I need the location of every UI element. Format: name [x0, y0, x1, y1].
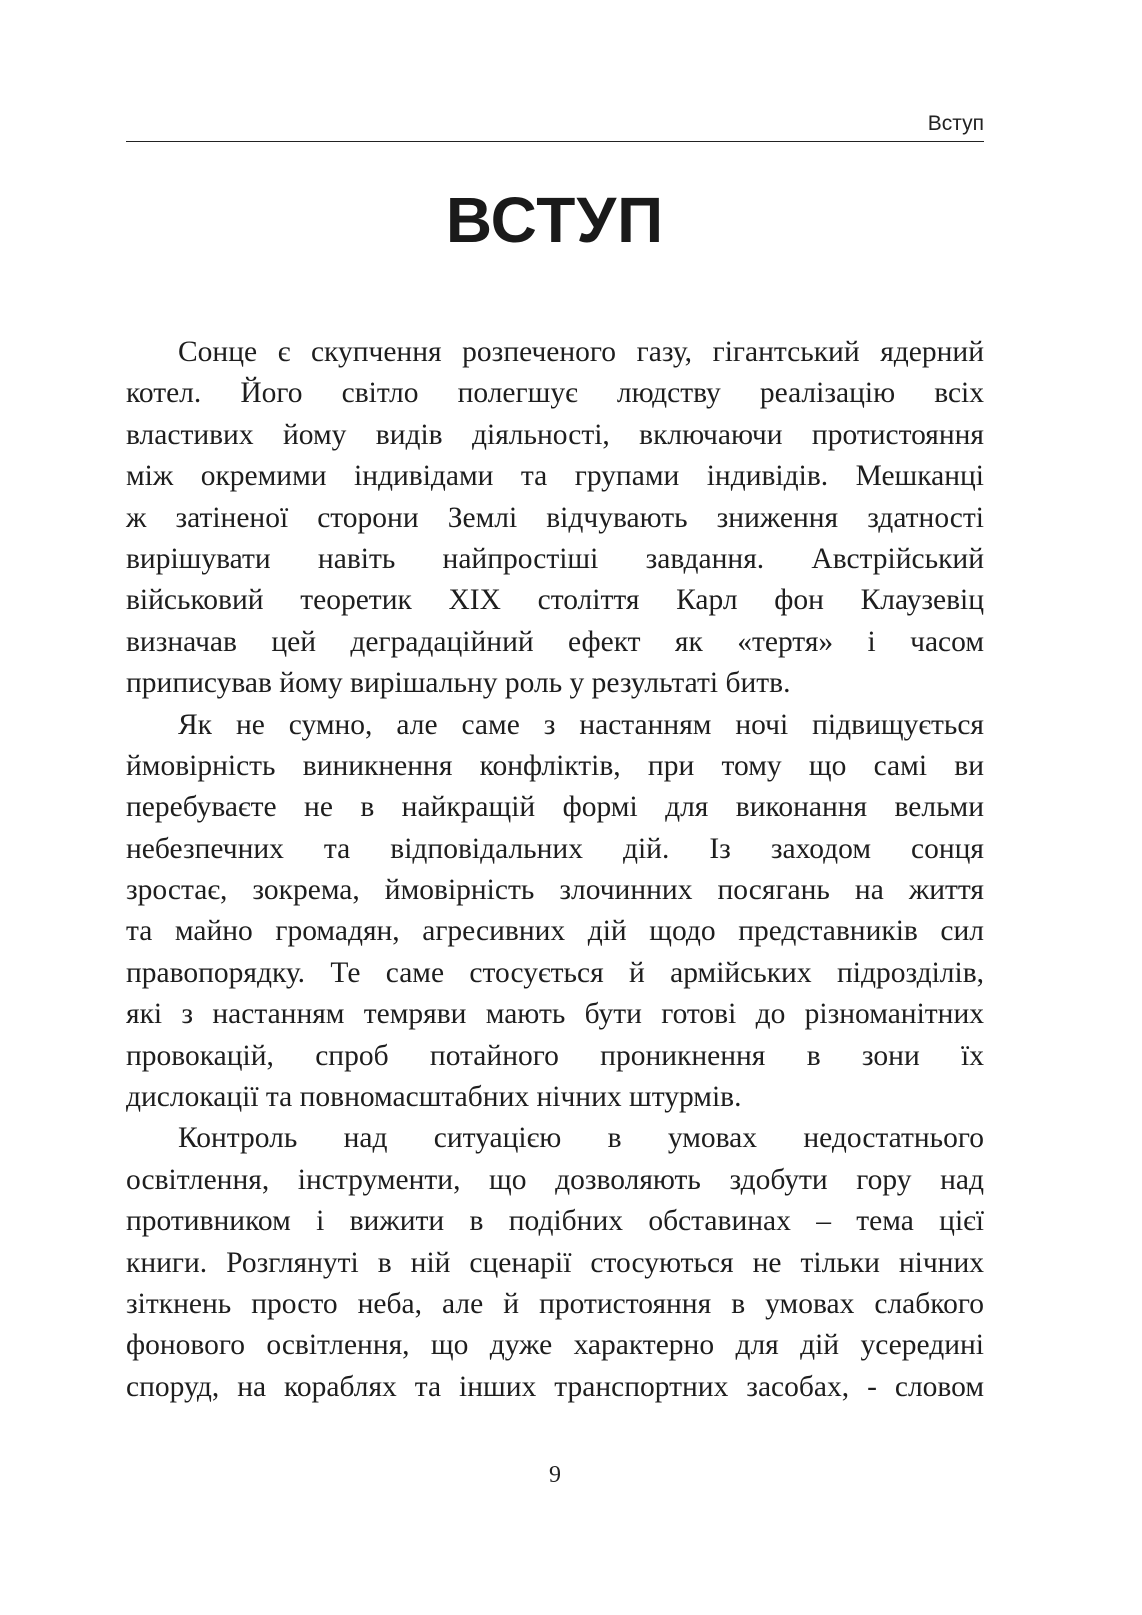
text-line: Як не сумно, але саме з настанням ночі підвищується	[178, 708, 984, 741]
text-line: військовий теоретик XIX століття Карл фон Клаузевіц	[126, 584, 984, 617]
text-line: противником і вижити в подібних обставинах – тема цієї	[126, 1205, 984, 1238]
text-line: небезпечних та відповідальних дій. Із заходом сонця	[126, 832, 984, 865]
text-line: провокацій, спроб потайного проникнення в зони їх	[126, 1039, 984, 1072]
text-line: приписував йому вирішальну роль у результаті битв.	[126, 667, 791, 700]
paragraph-3	[126, 1118, 984, 1408]
text-line: які з настанням темряви мають бути готові до різноманітних	[126, 998, 984, 1031]
text-line: книги. Розглянуті в ній сценарії стосуються не тільки нічних	[126, 1246, 984, 1279]
text-line: зростає, зокрема, ймовірність злочинних посягань на життя	[126, 874, 984, 907]
text-line: між окремими індивідами та групами індивідів. Мешканці	[126, 460, 984, 493]
body-text	[126, 332, 984, 1408]
text-line: вирішувати навіть найпростіші завдання. Австрійський	[126, 542, 984, 575]
chapter-title: ВСТУП	[445, 184, 665, 256]
running-header: Вступ	[927, 112, 984, 135]
text-line: правопорядку. Те саме стосується й армійських підрозділів,	[126, 956, 984, 989]
page-number: 9	[549, 1462, 561, 1488]
text-line: Контроль над ситуацією в умовах недостатнього	[178, 1122, 984, 1155]
text-line: ймовірність виникнення конфліктів, при тому що самі ви	[126, 749, 984, 782]
text-line: властивих йому видів діяльності, включаючи протистояння	[126, 418, 984, 451]
text-line: освітлення, інструменти, що дозволяють здобути гору над	[126, 1163, 984, 1196]
text-line: дислокації та повномасштабних нічних штурмів.	[126, 1081, 742, 1114]
paragraph-1	[126, 332, 984, 705]
header-rule	[126, 141, 984, 142]
text-line: перебуваєте не в найкращій формі для виконання вельми	[126, 791, 984, 824]
text-line: ж затіненої сторони Землі відчувають зниження здатності	[126, 501, 984, 534]
text-line: фонового освітлення, що дуже характерно для дій усередині	[126, 1329, 984, 1362]
text-line: споруд, на кораблях та інших транспортних засобах, - словом	[126, 1370, 984, 1403]
text-line: та майно громадян, агресивних дій щодо представників сил	[126, 915, 984, 948]
text-line: зіткнень просто неба, але й протистояння в умовах слабкого	[126, 1287, 984, 1320]
paragraph-2	[126, 705, 984, 1119]
text-line: котел. Його світло полегшує людству реалізацію всіх	[126, 377, 984, 410]
text-line: Сонце є скупчення розпеченого газу, гігантський ядерний	[178, 336, 984, 368]
text-line: визначав цей деградаційний ефект як «тертя» і часом	[126, 625, 984, 658]
